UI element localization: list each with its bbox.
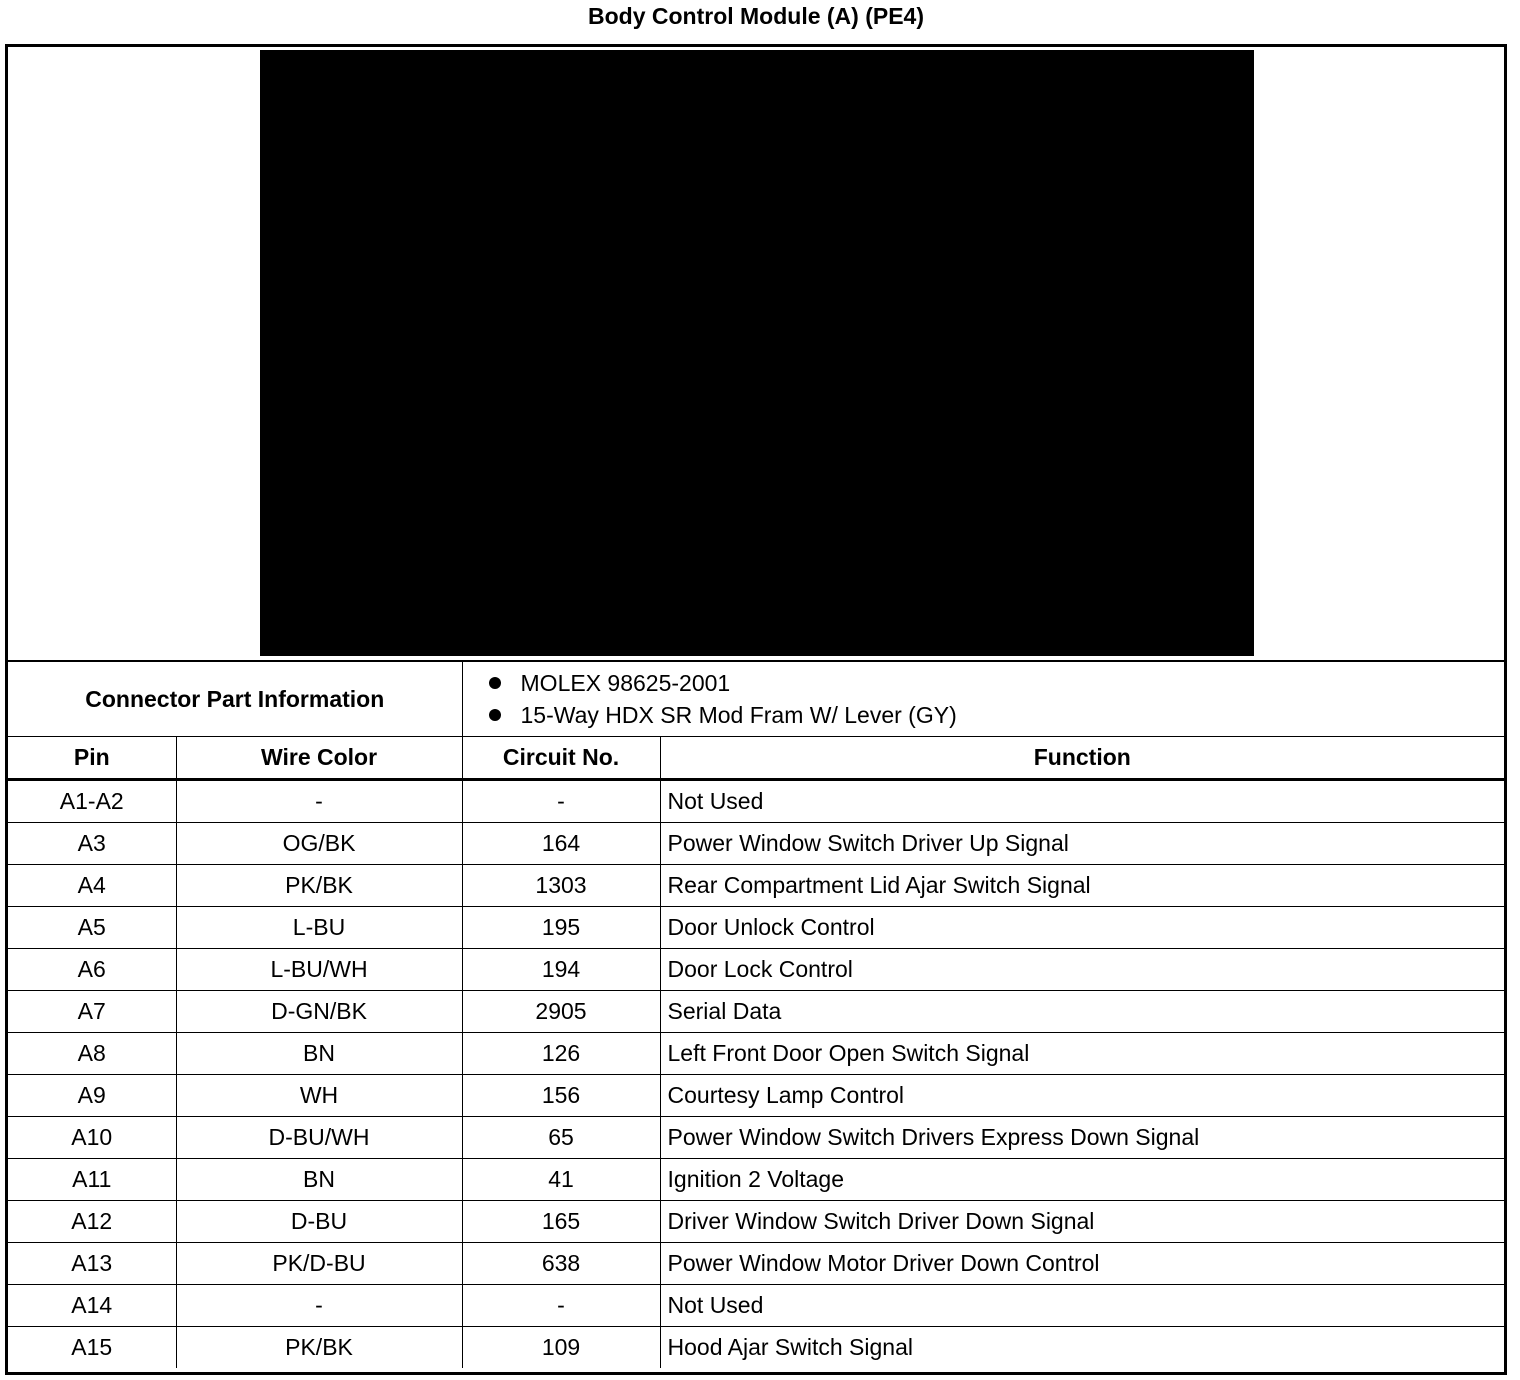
circuit-cell: - <box>462 1285 660 1327</box>
connector-end-view-image <box>260 50 1254 656</box>
table-header-row <box>8 737 1504 780</box>
function-cell: Power Window Motor Driver Down Control <box>660 1243 1504 1285</box>
connector-info-label: Connector Part Information <box>8 662 462 737</box>
wire-color-cell: - <box>176 1285 462 1327</box>
connector-frame <box>5 44 1507 1375</box>
connector-part-number: MOLEX 98625-2001 <box>520 669 731 696</box>
wire-color-cell: L-BU/WH <box>176 949 462 991</box>
wire-color-cell: D-GN/BK <box>176 991 462 1033</box>
pin-cell: A8 <box>8 1033 176 1075</box>
column-header-circuit: Circuit No. <box>462 737 660 780</box>
circuit-cell: 194 <box>462 949 660 991</box>
column-header-wire-color: Wire Color <box>176 737 462 780</box>
document-title: Body Control Module (A) (PE4) <box>587 3 925 29</box>
function-cell: Rear Compartment Lid Ajar Switch Signal <box>660 865 1504 907</box>
table-row <box>8 1243 1504 1285</box>
table-row <box>8 1327 1504 1369</box>
table-row <box>8 1159 1504 1201</box>
table-row <box>8 865 1504 907</box>
pin-cell: A12 <box>8 1201 176 1243</box>
pin-cell: A3 <box>8 823 176 865</box>
connector-description: 15-Way HDX SR Mod Fram W/ Lever (GY) <box>520 701 957 728</box>
connector-info-row <box>8 662 1504 737</box>
pin-cell: A10 <box>8 1117 176 1159</box>
circuit-cell: - <box>462 780 660 823</box>
circuit-cell: 638 <box>462 1243 660 1285</box>
wire-color-cell: D-BU/WH <box>176 1117 462 1159</box>
wire-color-cell: BN <box>176 1159 462 1201</box>
pinout-table <box>8 662 1504 1368</box>
bullet-icon <box>489 709 501 721</box>
table-row <box>8 907 1504 949</box>
table-row <box>8 1285 1504 1327</box>
wire-color-cell: BN <box>176 1033 462 1075</box>
circuit-cell: 156 <box>462 1075 660 1117</box>
table-row <box>8 1075 1504 1117</box>
wire-color-cell: PK/BK <box>176 1327 462 1369</box>
function-cell: Not Used <box>660 1285 1504 1327</box>
pin-cell: A11 <box>8 1159 176 1201</box>
circuit-cell: 165 <box>462 1201 660 1243</box>
wire-color-cell: D-BU <box>176 1201 462 1243</box>
circuit-cell: 2905 <box>462 991 660 1033</box>
pin-cell: A6 <box>8 949 176 991</box>
function-cell: Power Window Switch Driver Up Signal <box>660 823 1504 865</box>
column-header-function: Function <box>660 737 1504 780</box>
function-cell: Hood Ajar Switch Signal <box>660 1327 1504 1369</box>
function-cell: Ignition 2 Voltage <box>660 1159 1504 1201</box>
circuit-cell: 1303 <box>462 865 660 907</box>
table-row <box>8 1033 1504 1075</box>
table-row <box>8 991 1504 1033</box>
wire-color-cell: - <box>176 780 462 823</box>
function-cell: Serial Data <box>660 991 1504 1033</box>
pin-cell: A1-A2 <box>8 780 176 823</box>
bullet-icon <box>489 677 501 689</box>
pin-cell: A5 <box>8 907 176 949</box>
wire-color-cell: PK/D-BU <box>176 1243 462 1285</box>
function-cell: Not Used <box>660 780 1504 823</box>
function-cell: Power Window Switch Drivers Express Down Signal <box>660 1117 1504 1159</box>
function-cell: Door Lock Control <box>660 949 1504 991</box>
connector-info-values <box>462 662 1504 737</box>
wire-color-cell: WH <box>176 1075 462 1117</box>
circuit-cell: 126 <box>462 1033 660 1075</box>
pin-cell: A4 <box>8 865 176 907</box>
function-cell: Courtesy Lamp Control <box>660 1075 1504 1117</box>
pin-cell: A7 <box>8 991 176 1033</box>
table-row <box>8 1201 1504 1243</box>
pin-cell: A14 <box>8 1285 176 1327</box>
circuit-cell: 164 <box>462 823 660 865</box>
function-cell: Door Unlock Control <box>660 907 1504 949</box>
wire-color-cell: PK/BK <box>176 865 462 907</box>
column-header-pin: Pin <box>8 737 176 780</box>
connector-info-item <box>489 667 1505 699</box>
function-cell: Left Front Door Open Switch Signal <box>660 1033 1504 1075</box>
table-row <box>8 1117 1504 1159</box>
circuit-cell: 109 <box>462 1327 660 1369</box>
pin-cell: A9 <box>8 1075 176 1117</box>
circuit-cell: 41 <box>462 1159 660 1201</box>
connector-info-item <box>489 699 1505 731</box>
function-cell: Driver Window Switch Driver Down Signal <box>660 1201 1504 1243</box>
connector-image-area <box>8 47 1504 662</box>
circuit-cell: 65 <box>462 1117 660 1159</box>
table-row <box>8 823 1504 865</box>
pin-cell: A13 <box>8 1243 176 1285</box>
wire-color-cell: OG/BK <box>176 823 462 865</box>
table-row <box>8 949 1504 991</box>
circuit-cell: 195 <box>462 907 660 949</box>
pin-cell: A15 <box>8 1327 176 1369</box>
wire-color-cell: L-BU <box>176 907 462 949</box>
table-row <box>8 780 1504 823</box>
